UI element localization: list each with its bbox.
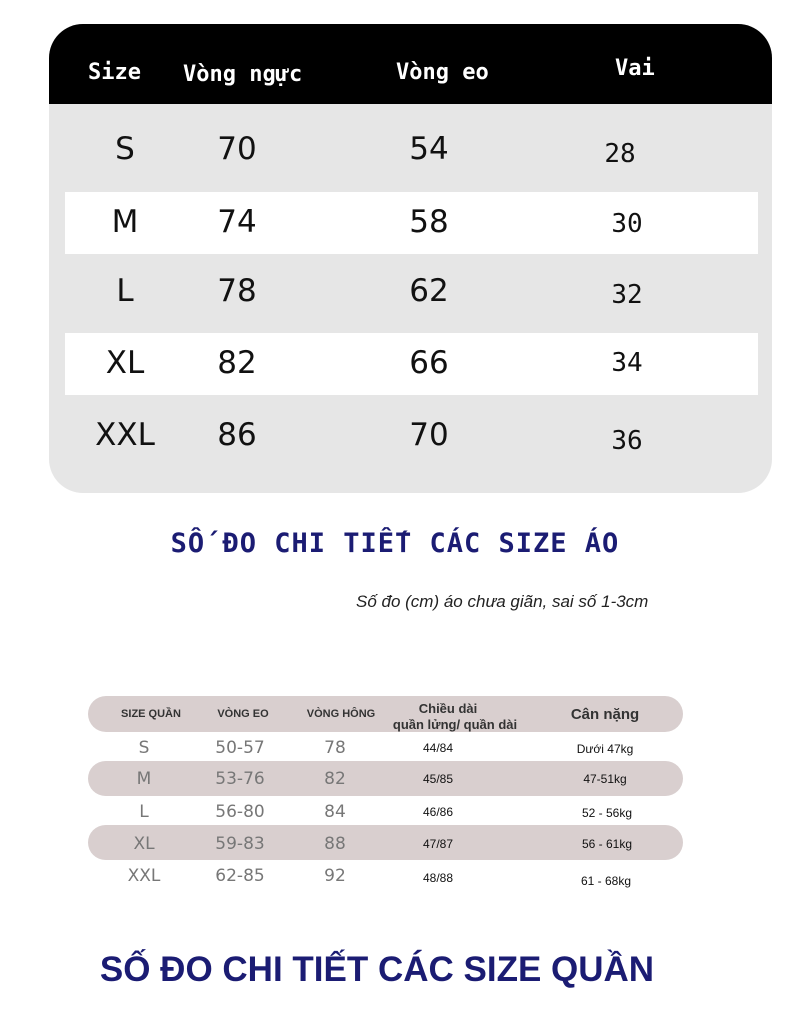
header-chest: Vòng ngực (183, 62, 303, 87)
pants-weight-cell: 47-51kg (583, 772, 627, 786)
pants-waist-cell: 53-76 (215, 769, 265, 789)
pants-weight-cell: 52 - 56kg (581, 806, 633, 820)
header-shoulder: Vai (615, 56, 655, 81)
pants-length-cell: 48/88 (422, 871, 454, 885)
shirt-shoulder-cell: 28 (604, 139, 636, 169)
shirt-size-cell: M (111, 204, 139, 240)
pants-waist-cell: 59-83 (215, 834, 265, 854)
pants-size-cell: XL (133, 834, 155, 854)
pants-header-waist: VÒNG EO (217, 708, 269, 720)
pants-hip-cell: 92 (324, 866, 346, 886)
shirt-shoulder-cell: 36 (611, 426, 643, 456)
pants-size-title: SỐ ĐO CHI TIẾT CÁC SIZE QUẦN (99, 950, 655, 989)
pants-length-cell: 44/84 (422, 741, 454, 755)
pants-header-hip: VÒNG HÔNG (306, 708, 376, 720)
pants-waist-cell: 56-80 (215, 802, 265, 822)
shirt-chest-cell: 82 (217, 345, 257, 381)
pants-header-length-sub: quần lửng/ quần dài (392, 717, 518, 732)
shirt-chest-cell: 86 (217, 417, 257, 453)
shirt-size-table (49, 24, 772, 493)
pants-header-length: Chiều dài (418, 701, 478, 716)
pants-weight-cell: 61 - 68kg (580, 874, 632, 888)
shirt-chest-cell: 78 (217, 273, 257, 309)
shirt-waist-cell: 66 (409, 345, 449, 381)
shirt-size-title: SỐ ĐO CHI TIẾT CÁC SIZE ÁO (170, 528, 620, 559)
pants-hip-cell: 82 (324, 769, 346, 789)
pants-weight-cell: Dưới 47kg (576, 742, 634, 756)
pants-waist-cell: 50-57 (215, 738, 265, 758)
shirt-measurement-note: Số đo (cm) áo chưa giãn, sai số 1-3cm (356, 592, 649, 611)
pants-hip-cell: 84 (324, 802, 346, 822)
shirt-chest-cell: 70 (217, 131, 257, 167)
shirt-waist-cell: 70 (409, 417, 449, 453)
shirt-shoulder-cell: 32 (611, 280, 643, 310)
pants-length-cell: 45/85 (422, 772, 454, 786)
shirt-size-cell: XL (105, 345, 145, 381)
header-waist: Vòng eo (396, 60, 489, 85)
pants-size-cell: M (136, 769, 152, 789)
pants-size-cell: L (139, 802, 149, 822)
shirt-waist-cell: 62 (409, 273, 449, 309)
pants-hip-cell: 88 (324, 834, 346, 854)
shirt-waist-cell: 58 (409, 204, 449, 240)
shirt-size-cell: XXL (95, 417, 155, 453)
shirt-table-header (49, 24, 772, 104)
shirt-size-cell: S (115, 131, 135, 167)
shirt-shoulder-cell: 34 (611, 348, 643, 378)
pants-header-size: SIZE QUẦN (121, 708, 181, 720)
pants-size-cell: XXL (127, 866, 161, 886)
pants-size-cell: S (138, 738, 150, 758)
pants-length-cell: 47/87 (422, 837, 454, 851)
shirt-chest-cell: 74 (217, 204, 257, 240)
pants-header-weight: Cân nặng (570, 706, 640, 723)
shirt-size-cell: L (116, 273, 134, 309)
header-size: Size (88, 60, 141, 85)
pants-hip-cell: 78 (324, 738, 346, 758)
pants-length-cell: 46/86 (422, 805, 454, 819)
pants-waist-cell: 62-85 (215, 866, 265, 886)
shirt-waist-cell: 54 (409, 131, 449, 167)
pants-weight-cell: 56 - 61kg (581, 837, 633, 851)
shirt-shoulder-cell: 30 (611, 209, 643, 239)
